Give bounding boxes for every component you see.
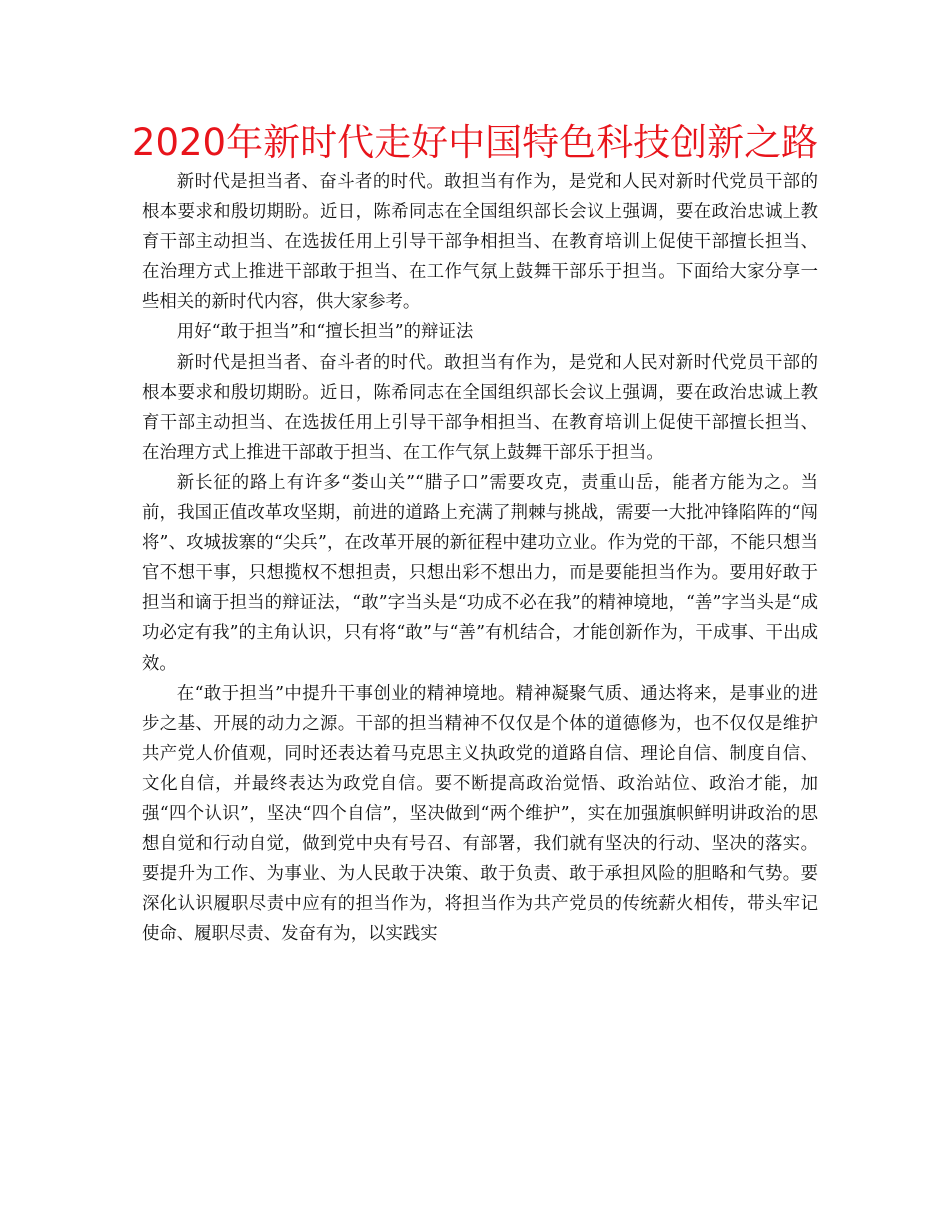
document-title: 2020年新时代走好中国特色科技创新之路	[131, 121, 819, 164]
section-heading: 用好“敢于担当”和“擅长担当”的辩证法	[176, 322, 474, 343]
paragraph-dare-to-take-charge: 在“敢于担当”中提升干事创业的精神境地。精神凝聚气质、通达将来，是事业的进步之基、开展的动力之源。干部的担当精神不仅仅是个体的道德修为，也不仅仅是维护共产党人价值观，同时还表达着马克思主义执政党的道路自信、理论自信、制度自信、文化自信，并最终表达为政党自信。要不断提高政治觉悟、政治站位、政治才能，加强“四个认识”，坚决“四个自信”，坚决做到“两个维护”，实在加强旗帜鲜明讲政治的思想自觉和行动自觉，做到党中央有号召、有部署，我们就有坚决的行动、坚决的落实。要提升为工作、为事业、为人民敢于决策、敢于负责、敢于承担风险的胆略和气势。要深化认识履职尽责中应有的担当作为，将担当作为共产党员的传统薪火相传，带头牢记使命、履职尽责、发奋有为，以实践实	[142, 683, 818, 945]
paragraph-long-march: 新长征的路上有许多“娄山关”“腊子口”需要攻克，责重山岳，能者方能为之。当前，我国正值改革攻坚期，前进的道路上充满了荆棘与挑战，需要一大批冲锋陷阵的“闯将”、攻城拔寨的“尖兵”，在改革开展的新征程中建功立业。作为党的干部，不能只想当官不想干事，只想揽权不想担责，只想出彩不想出力，而是要能担当作为。要用好敢于担当和谪于担当的辩证法，“敢”字当头是“功成不必在我”的精神境地，“善”字当头是“成功必定有我”的主角认识，只有将“敢”与“善”有机结合，才能创新作为，干成事、干出成效。	[142, 472, 818, 674]
paragraph-repeat: 新时代是担当者、奋斗者的时代。敢担当有作为，是党和人民对新时代党员干部的根本要求和殷切期盼。近日，陈希同志在全国组织部长会议上强调，要在政治忠诚上教育干部主动担当、在选拔任用上引导干部争相担当、在教育培训上促使干部擅长担当、在治理方式上推进干部敢于担当、在工作气氛上鼓舞干部乐于担当。	[142, 352, 818, 463]
paragraph-intro: 新时代是担当者、奋斗者的时代。敢担当有作为，是党和人民对新时代党员干部的根本要求和殷切期盼。近日，陈希同志在全国组织部长会议上强调，要在政治忠诚上教育干部主动担当、在选拔任用上引导干部争相担当、在教育培训上促使干部擅长担当、在治理方式上推进干部敢于担当、在工作气氛上鼓舞干部乐于担当。下面给大家分享一些相关的新时代内容，供大家参考。	[142, 172, 818, 313]
document-body	[142, 167, 818, 949]
